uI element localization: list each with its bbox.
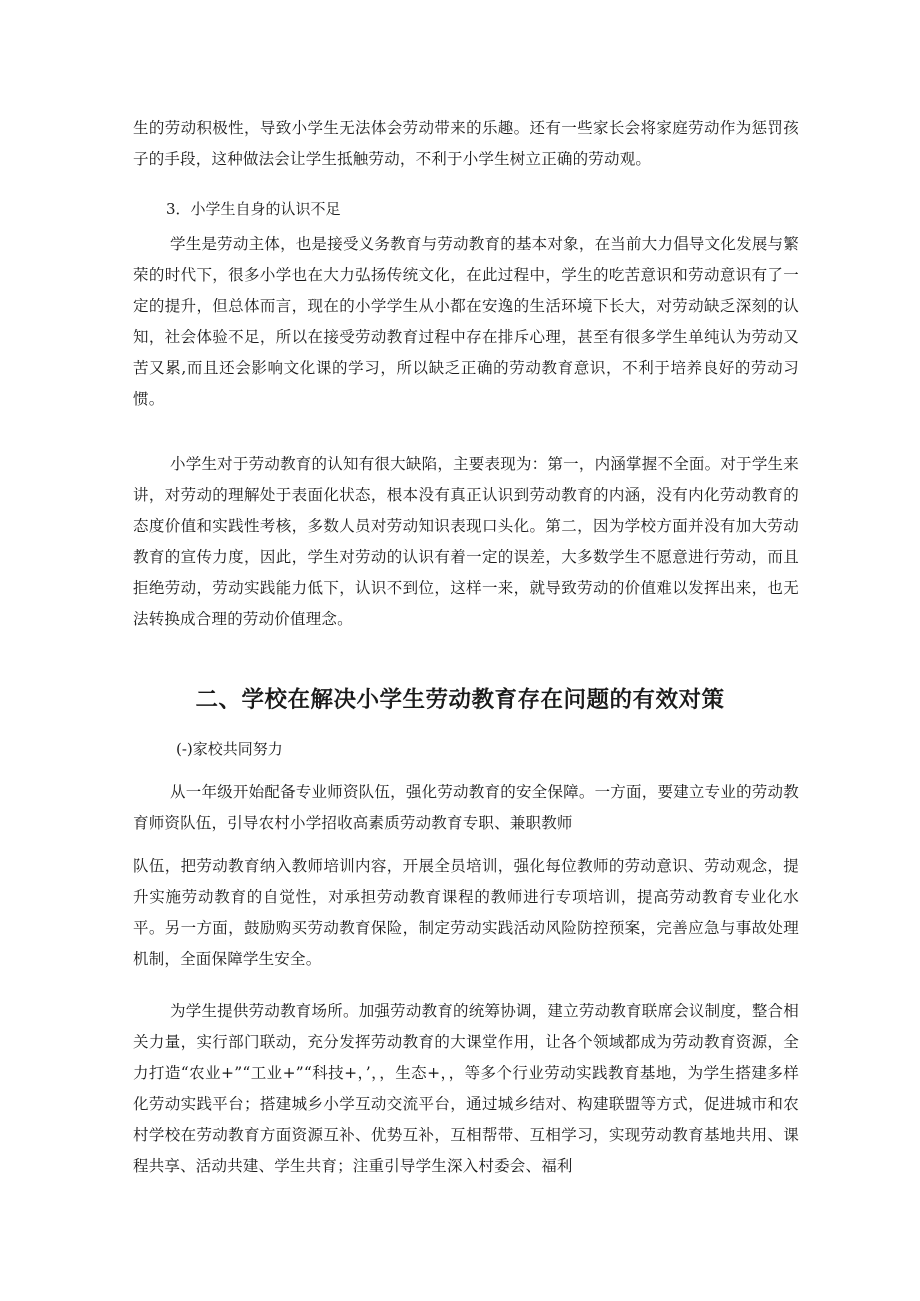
- section-heading-2: 二、学校在解决小学生劳动教育存在问题的有效对策: [195, 687, 725, 713]
- paragraph-labor-venues: 为学生提供劳动教育场所。加强劳动教育的统筹协调，建立劳动教育联席会议制度，整合相关力量，实行部门联动，充分发挥劳动教育的大课堂作用，让各个领域都成为劳动教育资源，全力打造“农业+”“工业+”“科技+，’，，生态+，，等多个行业劳动实践教育基地，为学生搭建多样化劳动实践平台；搭建城乡小学互动交流平台，通过城乡结对、构建联盟等方式，促进城市和农村学校在劳动教育方面资源互补、优势互补，互相帮带、互相学习，实现劳动教育基地共用、课程共享、活动共建、学生共育；注重引导学生深入村委会、福利: [133, 1002, 799, 1175]
- paragraph-continuation: 生的劳动积极性，导致小学生无法体会劳动带来的乐趣。还有一些家长会将家庭劳动作为惩罚孩子的手段，这种做法会让学生抵触劳动，不利于小学生树立正确的劳动观。: [133, 119, 799, 168]
- paragraph-teacher-training: 队伍，把劳动教育纳入教师培训内容，开展全员培训，强化每位教师的劳动意识、劳动观念，提升实施劳动教育的自觉性，对承担劳动教育课程的教师进行专项培训，提高劳动教育专业化水平。另一方面，鼓励购买劳动教育保险，制定劳动实践活动风险防控预案，完善应急与事故处理机制，全面保障学生安全。: [133, 857, 799, 968]
- subsection-heading-3: 3．小学生自身的认识不足: [166, 200, 341, 218]
- paragraph-cognitive-defects: 小学生对于劳动教育的认知有很大缺陷，主要表现为：第一，内涵掌握不全面。对于学生来讲，对劳动的理解处于表面化状态，根本没有真正认识到劳动教育的内涵，没有内化劳动教育的态度价值和实践性考核，多数人员对劳动知识表现口头化。第二，因为学校方面并没有加大劳动教育的宣传力度，因此，学生对劳动的认识有着一定的误差，大多数学生不愿意进行劳动，而且拒绝劳动，劳动实践能力低下，认识不到位，这样一来，就导致劳动的价值难以发挥出来，也无法转换成合理的劳动价值理念。: [133, 455, 799, 628]
- subsection-heading-a: (-)家校共同努力: [176, 740, 283, 758]
- paragraph-teacher-team: 从一年级开始配备专业师资队伍，强化劳动教育的安全保障。一方面，要建立专业的劳动教育师资队伍，引导农村小学招收高素质劳动教育专职、兼职教师: [133, 783, 799, 832]
- paragraph-student-awareness: 学生是劳动主体，也是接受义务教育与劳动教育的基本对象，在当前大力倡导文化发展与繁荣的时代下，很多小学也在大力弘扬传统文化，在此过程中，学生的吃苦意识和劳动意识有了一定的提升，但总体而言，现在的小学学生从小都在安逸的生活环境下长大，对劳动缺乏深刻的认知，社会体验不足，所以在接受劳动教育过程中存在排斥心理，甚至有很多学生单纯认为劳动又苦又累,而且还会影响文化课的学习，所以缺乏正确的劳动教育意识，不利于培养良好的劳动习惯。: [133, 235, 799, 408]
